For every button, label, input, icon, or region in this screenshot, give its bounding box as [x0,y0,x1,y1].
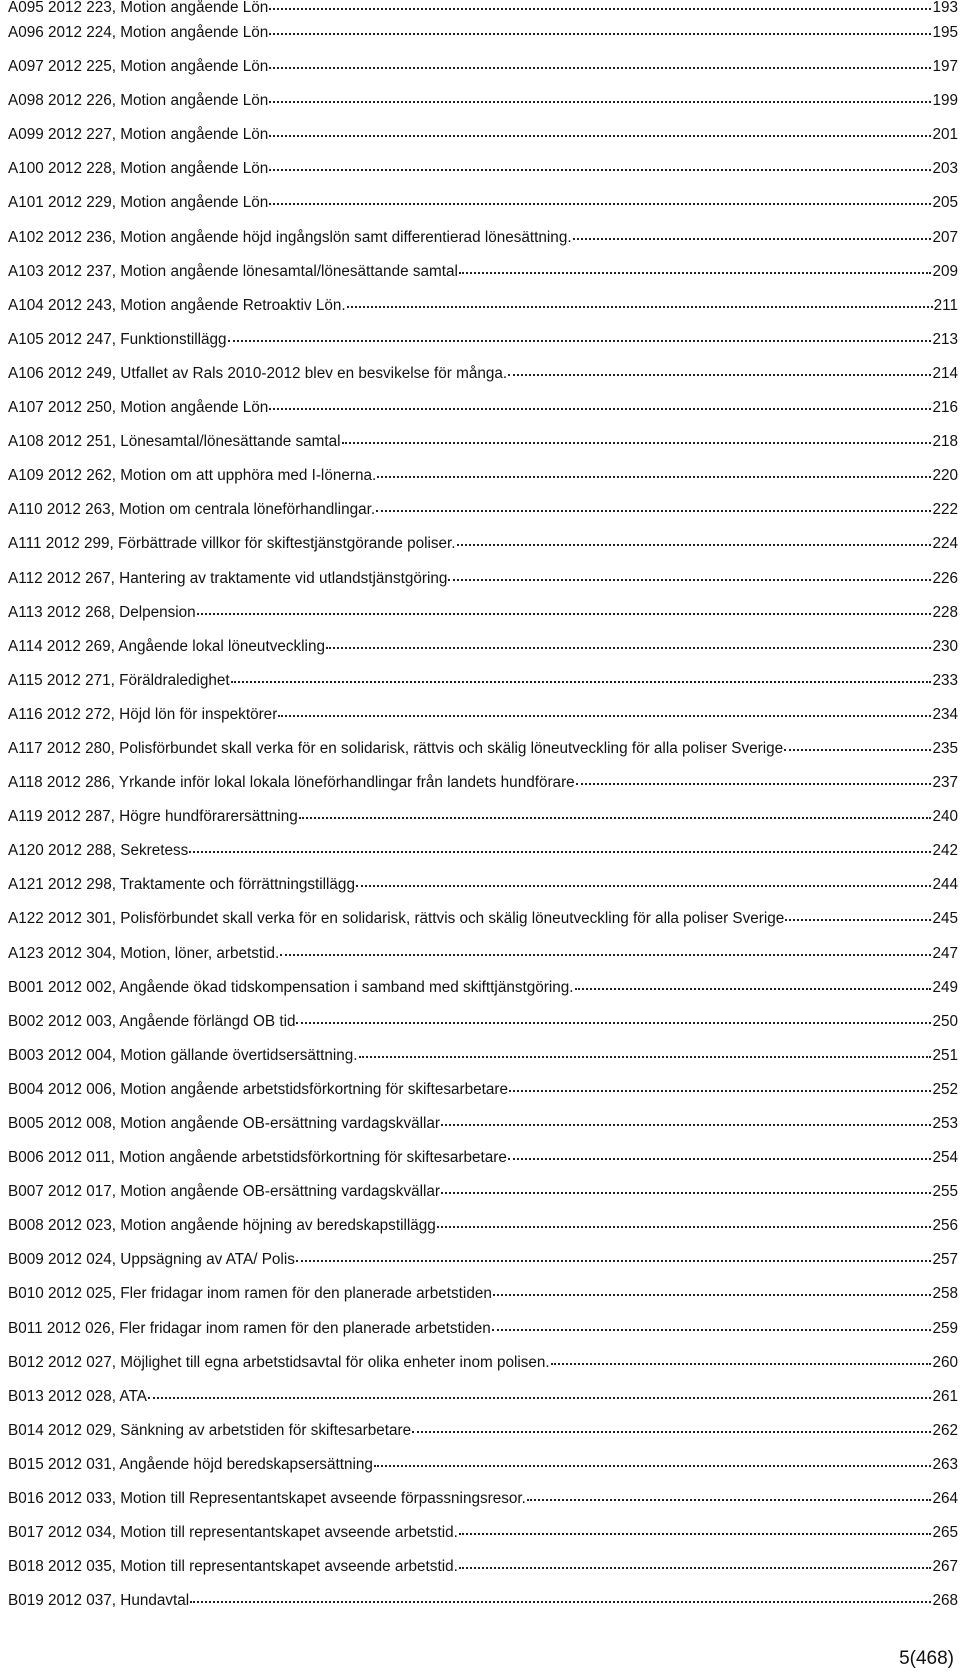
toc-entry-page: 211 [933,296,958,314]
toc-entry-title: A103 2012 237, Motion angående lönesamtal/lönesättande samtal [8,262,458,280]
toc-entry-page: 237 [932,774,958,792]
toc-entry-title: B019 2012 037, Hundavtal [8,1592,190,1610]
dot-leader [448,578,931,581]
toc-entry[interactable] [8,50,958,84]
toc-entry-page: 257 [932,1251,958,1269]
toc-entry[interactable] [8,425,958,459]
dot-leader [228,339,932,342]
dot-leader [784,748,931,751]
dot-leader [269,100,931,103]
toc-entry-page: 268 [932,1592,958,1610]
toc-entry[interactable] [8,1073,958,1107]
toc-entry-title: A108 2012 251, Lönesamtal/lönesättande samtal [8,433,341,451]
toc-entry-title: B001 2012 002, Angående ökad tidskompensation i samband med skifttjänstgöring. [8,978,574,996]
toc-entry-page: 222 [932,501,958,519]
toc-entry-title: A105 2012 247, Funktionstillägg [8,330,227,348]
toc-entry-page: 209 [932,262,958,280]
dot-leader [269,168,931,171]
toc-entry[interactable] [8,1516,958,1550]
toc-entry[interactable] [8,664,958,698]
toc-entry-title: A115 2012 271, Föräldraledighet [8,671,230,689]
toc-entry[interactable] [8,1107,958,1141]
toc-entry[interactable] [8,255,958,289]
dot-leader [459,271,932,274]
dot-leader [785,918,931,921]
toc-entry-page: 213 [932,330,958,348]
toc-entry-page: 251 [932,1046,958,1064]
toc-entry-title: A117 2012 280, Polisförbundet skall verka för en solidarisk, rättvis och skälig löneutveckling för alla poliser Sverige [8,739,784,757]
dot-leader [441,1123,931,1126]
dot-leader [359,1055,932,1058]
toc-entry-page: 262 [932,1421,958,1439]
toc-entry-title: A123 2012 304, Motion, löner, arbetstid. [8,944,280,962]
toc-entry[interactable] [8,902,958,936]
toc-entry-page: 199 [932,92,958,110]
toc-entry-title: A107 2012 250, Motion angående Lön [8,399,269,417]
toc-entry-page: 235 [932,739,958,757]
toc-entry-title: B010 2012 025, Fler fridagar inom ramen för den planerade arbetstiden [8,1285,492,1303]
toc-entry-page: 264 [932,1490,958,1508]
toc-entry-page: 258 [932,1285,958,1303]
toc-entry-page: 250 [932,1012,958,1030]
toc-entry[interactable] [8,937,958,971]
dot-leader [299,816,932,819]
toc-entry-title: A098 2012 226, Motion angående Lön [8,92,269,110]
toc-entry-title: B008 2012 023, Motion angående höjning av beredskapstillägg [8,1217,436,1235]
toc-entry-page: 197 [932,58,958,76]
toc-entry-title: A099 2012 227, Motion angående Lön [8,126,269,144]
toc-entry[interactable] [8,493,958,527]
toc-entry-title: A113 2012 268, Delpension [8,603,196,621]
toc-entry-title: B011 2012 026, Fler fridagar inom ramen för den planerade arbetstiden [8,1319,491,1337]
toc-entry-page: 207 [932,228,958,246]
toc-entry-title: B004 2012 006, Motion angående arbetstidsförkortning för skiftesarbetare [8,1080,509,1098]
toc-entry-page: 244 [932,876,958,894]
toc-entry-page: 242 [932,842,958,860]
toc-entry-title: A097 2012 225, Motion angående Lön [8,58,269,76]
dot-leader [459,1532,932,1535]
toc-entry-title: A121 2012 298, Traktamente och förrättningstillägg [8,876,355,894]
toc-entry[interactable] [8,1039,958,1073]
toc-entry-page: 203 [932,160,958,178]
toc-entry-title: A109 2012 262, Motion om att upphöra med I-lönerna. [8,467,377,485]
toc-entry-page: 224 [932,535,958,553]
dot-leader [575,987,932,990]
dot-leader [412,1430,931,1433]
toc-entry[interactable] [8,1277,958,1311]
toc-entry-title: B009 2012 024, Uppsägning av ATA/ Polis [8,1251,295,1269]
toc-entry-page: 216 [932,399,958,417]
toc-entry[interactable] [8,766,958,800]
toc-entry-page: 220 [932,467,958,485]
toc-entry-page: 218 [932,433,958,451]
toc-entry-page: 261 [932,1387,958,1405]
toc-entry-title: A111 2012 299, Förbättrade villkor för skiftestjänstgörande poliser. [8,535,456,553]
dot-leader [269,202,931,205]
dot-leader [377,475,931,478]
toc-entry[interactable] [8,596,958,630]
toc-entry[interactable] [8,971,958,1005]
toc-entry-title: A110 2012 263, Motion om centrala löneförhandlingar. [8,501,376,519]
toc-entry-page: 256 [932,1217,958,1235]
toc-entry-title: A100 2012 228, Motion angående Lön [8,160,269,178]
toc-entry[interactable] [8,0,958,16]
toc-entry[interactable] [8,1141,958,1175]
toc-entry-page: 253 [932,1115,958,1132]
toc-entry-title: B007 2012 017, Motion angående OB-ersättning vardagskvällar [8,1183,440,1201]
toc-entry-page: 252 [932,1080,958,1098]
toc-entry-page: 205 [932,194,958,212]
toc-entry-title: B015 2012 031, Angående höjd beredskapsersättning [8,1455,373,1473]
toc-entry[interactable] [8,732,958,766]
toc-entry-title: A120 2012 288, Sekretess [8,842,189,860]
toc-entry-page: 234 [932,705,958,723]
dot-leader [374,1464,932,1467]
toc-entry-title: A102 2012 236, Motion angående höjd ingångslön samt differentierad lönesättning. [8,228,572,246]
toc-entry-title: A118 2012 286, Yrkande inför lokal lokala löneförhandlingar från landets hundförare [8,774,575,792]
toc-entry[interactable] [8,834,958,868]
toc-entry[interactable] [8,1550,958,1584]
toc-entry-title: B003 2012 004, Motion gällande övertidsersättning. [8,1046,358,1064]
toc-entry-title: B012 2012 027, Möjlighet till egna arbetstidsavtal för olika enheter inom polisen. [8,1353,550,1371]
toc-entry[interactable] [8,1312,958,1346]
dot-leader [326,646,932,649]
toc-entry-page: 201 [932,126,958,144]
dot-leader [457,543,932,546]
toc-entry-title: A096 2012 224, Motion angående Lön [8,24,269,41]
toc-entry-title: B002 2012 003, Angående förlängd OB tid [8,1012,296,1030]
toc-entry-page: 230 [932,637,958,655]
toc-entry[interactable] [8,800,958,834]
toc-entry-title: A122 2012 301, Polisförbundet skall verka för en solidarisk, rättvis och skälig löneutveckling för alla poliser Sverige [8,910,785,928]
toc-entry[interactable] [8,562,958,596]
dot-leader [441,1191,931,1194]
toc-entry-title: A119 2012 287, Högre hundförarersättning [8,808,298,826]
dot-leader [492,1328,932,1331]
dot-leader [509,1089,931,1092]
dot-leader [437,1225,932,1228]
toc-entry[interactable] [8,1346,958,1380]
toc-entry[interactable] [8,1380,958,1414]
toc-entry[interactable] [8,527,958,561]
toc-entry-title: B006 2012 011, Motion angående arbetstidsförkortning för skiftesarbetare [8,1149,507,1167]
toc-entry-title: B005 2012 008, Motion angående OB-ersättning vardagskvällar [8,1115,440,1132]
toc-entry-page: 254 [932,1149,958,1167]
dot-leader [190,1600,931,1603]
toc-entry-title: B016 2012 033, Motion till Representantskapet avseende förpassningsresor. [8,1490,526,1508]
toc-entry-title: B017 2012 034, Motion till representantskapet avseende arbetstid. [8,1524,458,1542]
dot-leader [280,953,931,956]
toc-entry-page: 233 [932,671,958,689]
toc-entry[interactable] [8,323,958,357]
toc-entry-title: B018 2012 035, Motion till representantskapet avseende arbetstid. [8,1558,458,1576]
toc-entry-page: 193 [932,0,958,16]
toc-entry[interactable] [8,152,958,186]
toc-entry[interactable] [8,289,958,323]
dot-leader [576,782,932,785]
toc-entry[interactable] [8,186,958,220]
toc-entry[interactable] [8,630,958,664]
toc-entry[interactable] [8,391,958,425]
toc-entry-page: 259 [932,1319,958,1337]
toc-entry-title: A112 2012 267, Hantering av traktamente vid utlandstjänstgöring [8,569,448,587]
toc-entry[interactable] [8,868,958,902]
toc-entry[interactable] [8,1584,958,1618]
dot-leader [508,373,931,376]
toc-entry-page: 245 [932,910,958,928]
toc-entry-page: 267 [932,1558,958,1576]
dot-leader [347,305,933,308]
toc-entry-page: 260 [932,1353,958,1371]
toc-entry[interactable] [8,698,958,732]
toc-entry-page: 263 [932,1455,958,1473]
toc-entry[interactable] [8,1482,958,1516]
dot-leader [197,612,932,615]
toc-entry-page: 249 [932,978,958,996]
toc-entry[interactable] [8,118,958,152]
toc-entry[interactable] [8,1448,958,1482]
dot-leader [269,407,931,410]
toc-entry-title: A104 2012 243, Motion angående Retroaktiv Lön. [8,296,346,314]
toc-entry-title: A106 2012 249, Utfallet av Rals 2010-2012 blev en besvikelse för många. [8,364,508,382]
dot-leader [573,237,932,240]
dot-leader [231,680,932,683]
table-of-contents [8,0,958,1618]
toc-entry[interactable] [8,221,958,255]
dot-leader [269,32,931,35]
dot-leader [508,1157,932,1160]
dot-leader [296,1021,931,1024]
dot-leader [269,134,931,137]
dot-leader [551,1362,932,1365]
toc-entry[interactable] [8,459,958,493]
dot-leader [342,441,932,444]
toc-entry-page: 265 [932,1524,958,1542]
toc-entry-page: 226 [932,569,958,587]
dot-leader [269,66,931,69]
toc-entry-title: A116 2012 272, Höjd lön för inspektörer [8,705,278,723]
toc-entry[interactable] [8,357,958,391]
toc-entry-page: 255 [932,1183,958,1201]
dot-leader [356,884,932,887]
toc-entry-title: A114 2012 269, Angående lokal löneutveckling [8,637,325,655]
toc-entry-page: 247 [932,944,958,962]
dot-leader [189,850,931,853]
toc-entry-title: A095 2012 223, Motion angående Lön [8,0,269,16]
toc-entry-page: 214 [932,364,958,382]
dot-leader [459,1566,932,1569]
toc-entry[interactable] [8,16,958,50]
toc-entry-title: B014 2012 029, Sänkning av arbetstiden för skiftesarbetare [8,1421,412,1439]
dot-leader [527,1498,932,1501]
dot-leader [269,7,931,10]
toc-entry-page: 195 [932,24,958,41]
toc-entry[interactable] [8,1243,958,1277]
toc-entry-page: 228 [932,603,958,621]
dot-leader [376,509,931,512]
toc-entry[interactable] [8,1005,958,1039]
page-number: 5(468) [899,1648,954,1669]
dot-leader [493,1293,932,1296]
toc-entry[interactable] [8,1209,958,1243]
toc-entry-page: 240 [932,808,958,826]
dot-leader [278,714,931,717]
toc-entry[interactable] [8,1414,958,1448]
toc-entry-title: A101 2012 229, Motion angående Lön [8,194,269,212]
toc-entry[interactable] [8,1175,958,1209]
toc-entry[interactable] [8,84,958,118]
dot-leader [296,1259,932,1262]
toc-entry-title: B013 2012 028, ATA [8,1387,147,1405]
dot-leader [148,1396,932,1399]
